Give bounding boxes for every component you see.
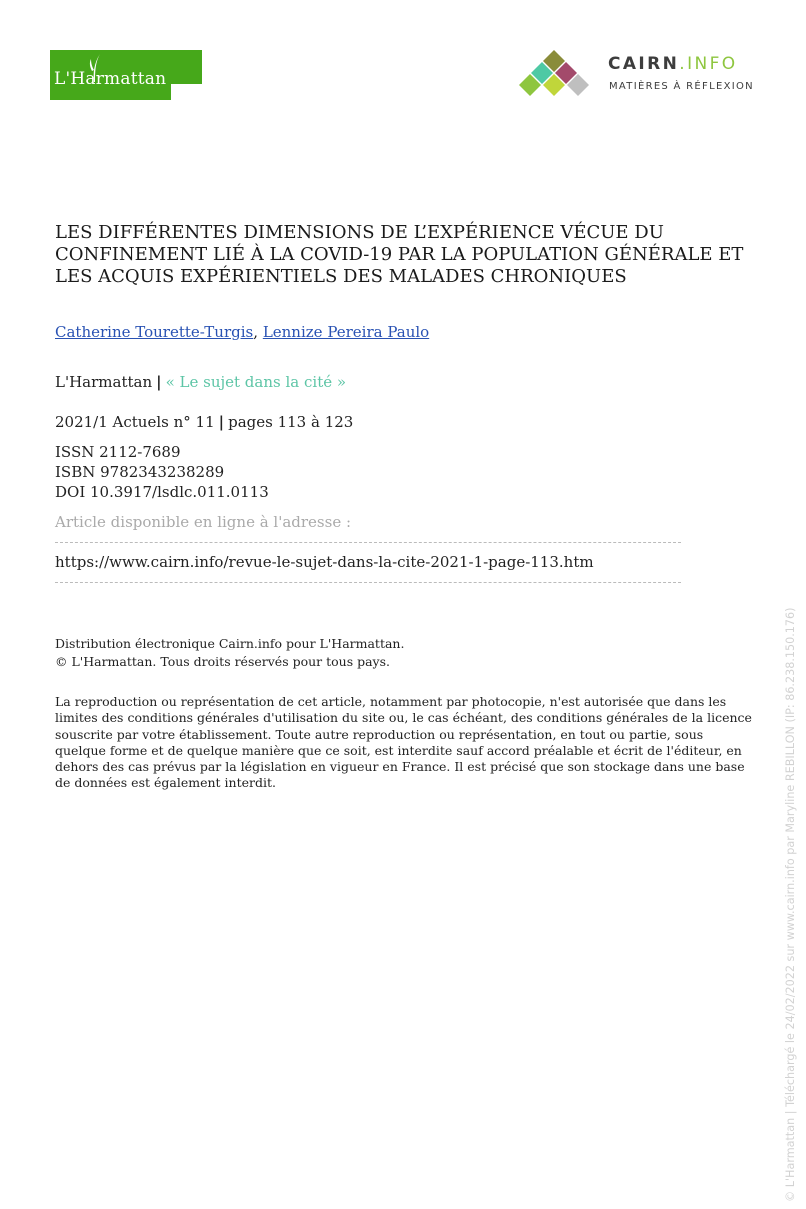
cairn-brand-suffix: .INFO <box>679 54 738 74</box>
author-link-2[interactable]: Lennize Pereira Paulo <box>262 323 430 341</box>
doi: DOI 10.3917/lsdlc.011.0113 <box>55 483 269 501</box>
issue: 2021/1 Actuels n° 11 <box>55 413 215 431</box>
pages: pages 113 à 123 <box>228 413 354 431</box>
cairn-logo <box>512 48 762 106</box>
publisher-logo-text: L'Harmattan <box>54 69 167 89</box>
author-separator: , <box>253 323 259 341</box>
collection-link[interactable]: « Le sujet dans la cité » <box>165 373 347 391</box>
publisher-line <box>55 372 346 392</box>
separator: | <box>218 413 225 431</box>
identifiers <box>55 442 269 502</box>
separator: | <box>156 373 162 391</box>
cairn-diamonds-icon <box>512 48 602 106</box>
issue-line <box>55 412 353 432</box>
cairn-brand-name: CAIRN <box>608 54 680 74</box>
article-url[interactable]: https://www.cairn.info/revue-le-sujet-dans-la-cite-2021-1-page-113.htm <box>55 553 594 571</box>
divider-bottom <box>55 582 681 583</box>
download-watermark: © L'Harmattan | Téléchargé le 24/02/2022 sur www.cairn.info par Maryline REBILLON (IP: 86.238.150.176) <box>784 607 797 1202</box>
author-link-1[interactable]: Catherine Tourette-Turgis <box>55 323 254 341</box>
divider-top <box>55 542 681 543</box>
publisher-name: L'Harmattan <box>55 373 153 391</box>
authors <box>55 322 429 342</box>
isbn: ISBN 9782343238289 <box>55 463 225 481</box>
distribution-line: Distribution électronique Cairn.info pour L'Harmattan. <box>55 636 405 651</box>
article-title: LES DIFFÉRENTES DIMENSIONS DE L’EXPÉRIENCE VÉCUE DU CONFINEMENT LIÉ À LA COVID-19 PAR LA POPULATION GÉNÉRALE ET LES ACQUIS EXPÉRIENTIELS DES MALADES CHRONIQUES <box>55 222 744 287</box>
cairn-tagline: MATIÈRES À RÉFLEXION <box>609 81 754 92</box>
issn: ISSN 2112-7689 <box>55 443 181 461</box>
cairn-brand <box>608 54 738 74</box>
copyright-line: © L'Harmattan. Tous droits réservés pour tous pays. <box>55 654 391 669</box>
publisher-logo <box>50 50 202 100</box>
available-label: Article disponible en ligne à l'adresse : <box>55 513 352 531</box>
legal-notice: La reproduction ou représentation de cet article, notamment par photocopie, n'est autorisée que dans les limites des conditions générales d'utilisation du site ou, le cas échéant, des conditions générales de la licence souscrite par votre établissement. Toute autre reproduction ou représentation, en tout ou partie, sous quelque forme et de quelque manière que ce soit, est interdite sauf accord préalable et écrit de l'éditeur, en dehors des cas prévus par la législation en vigueur en France. Il est précisé que son stockage dans une base de données est également interdit. <box>55 694 752 791</box>
distribution-notice <box>55 635 404 671</box>
